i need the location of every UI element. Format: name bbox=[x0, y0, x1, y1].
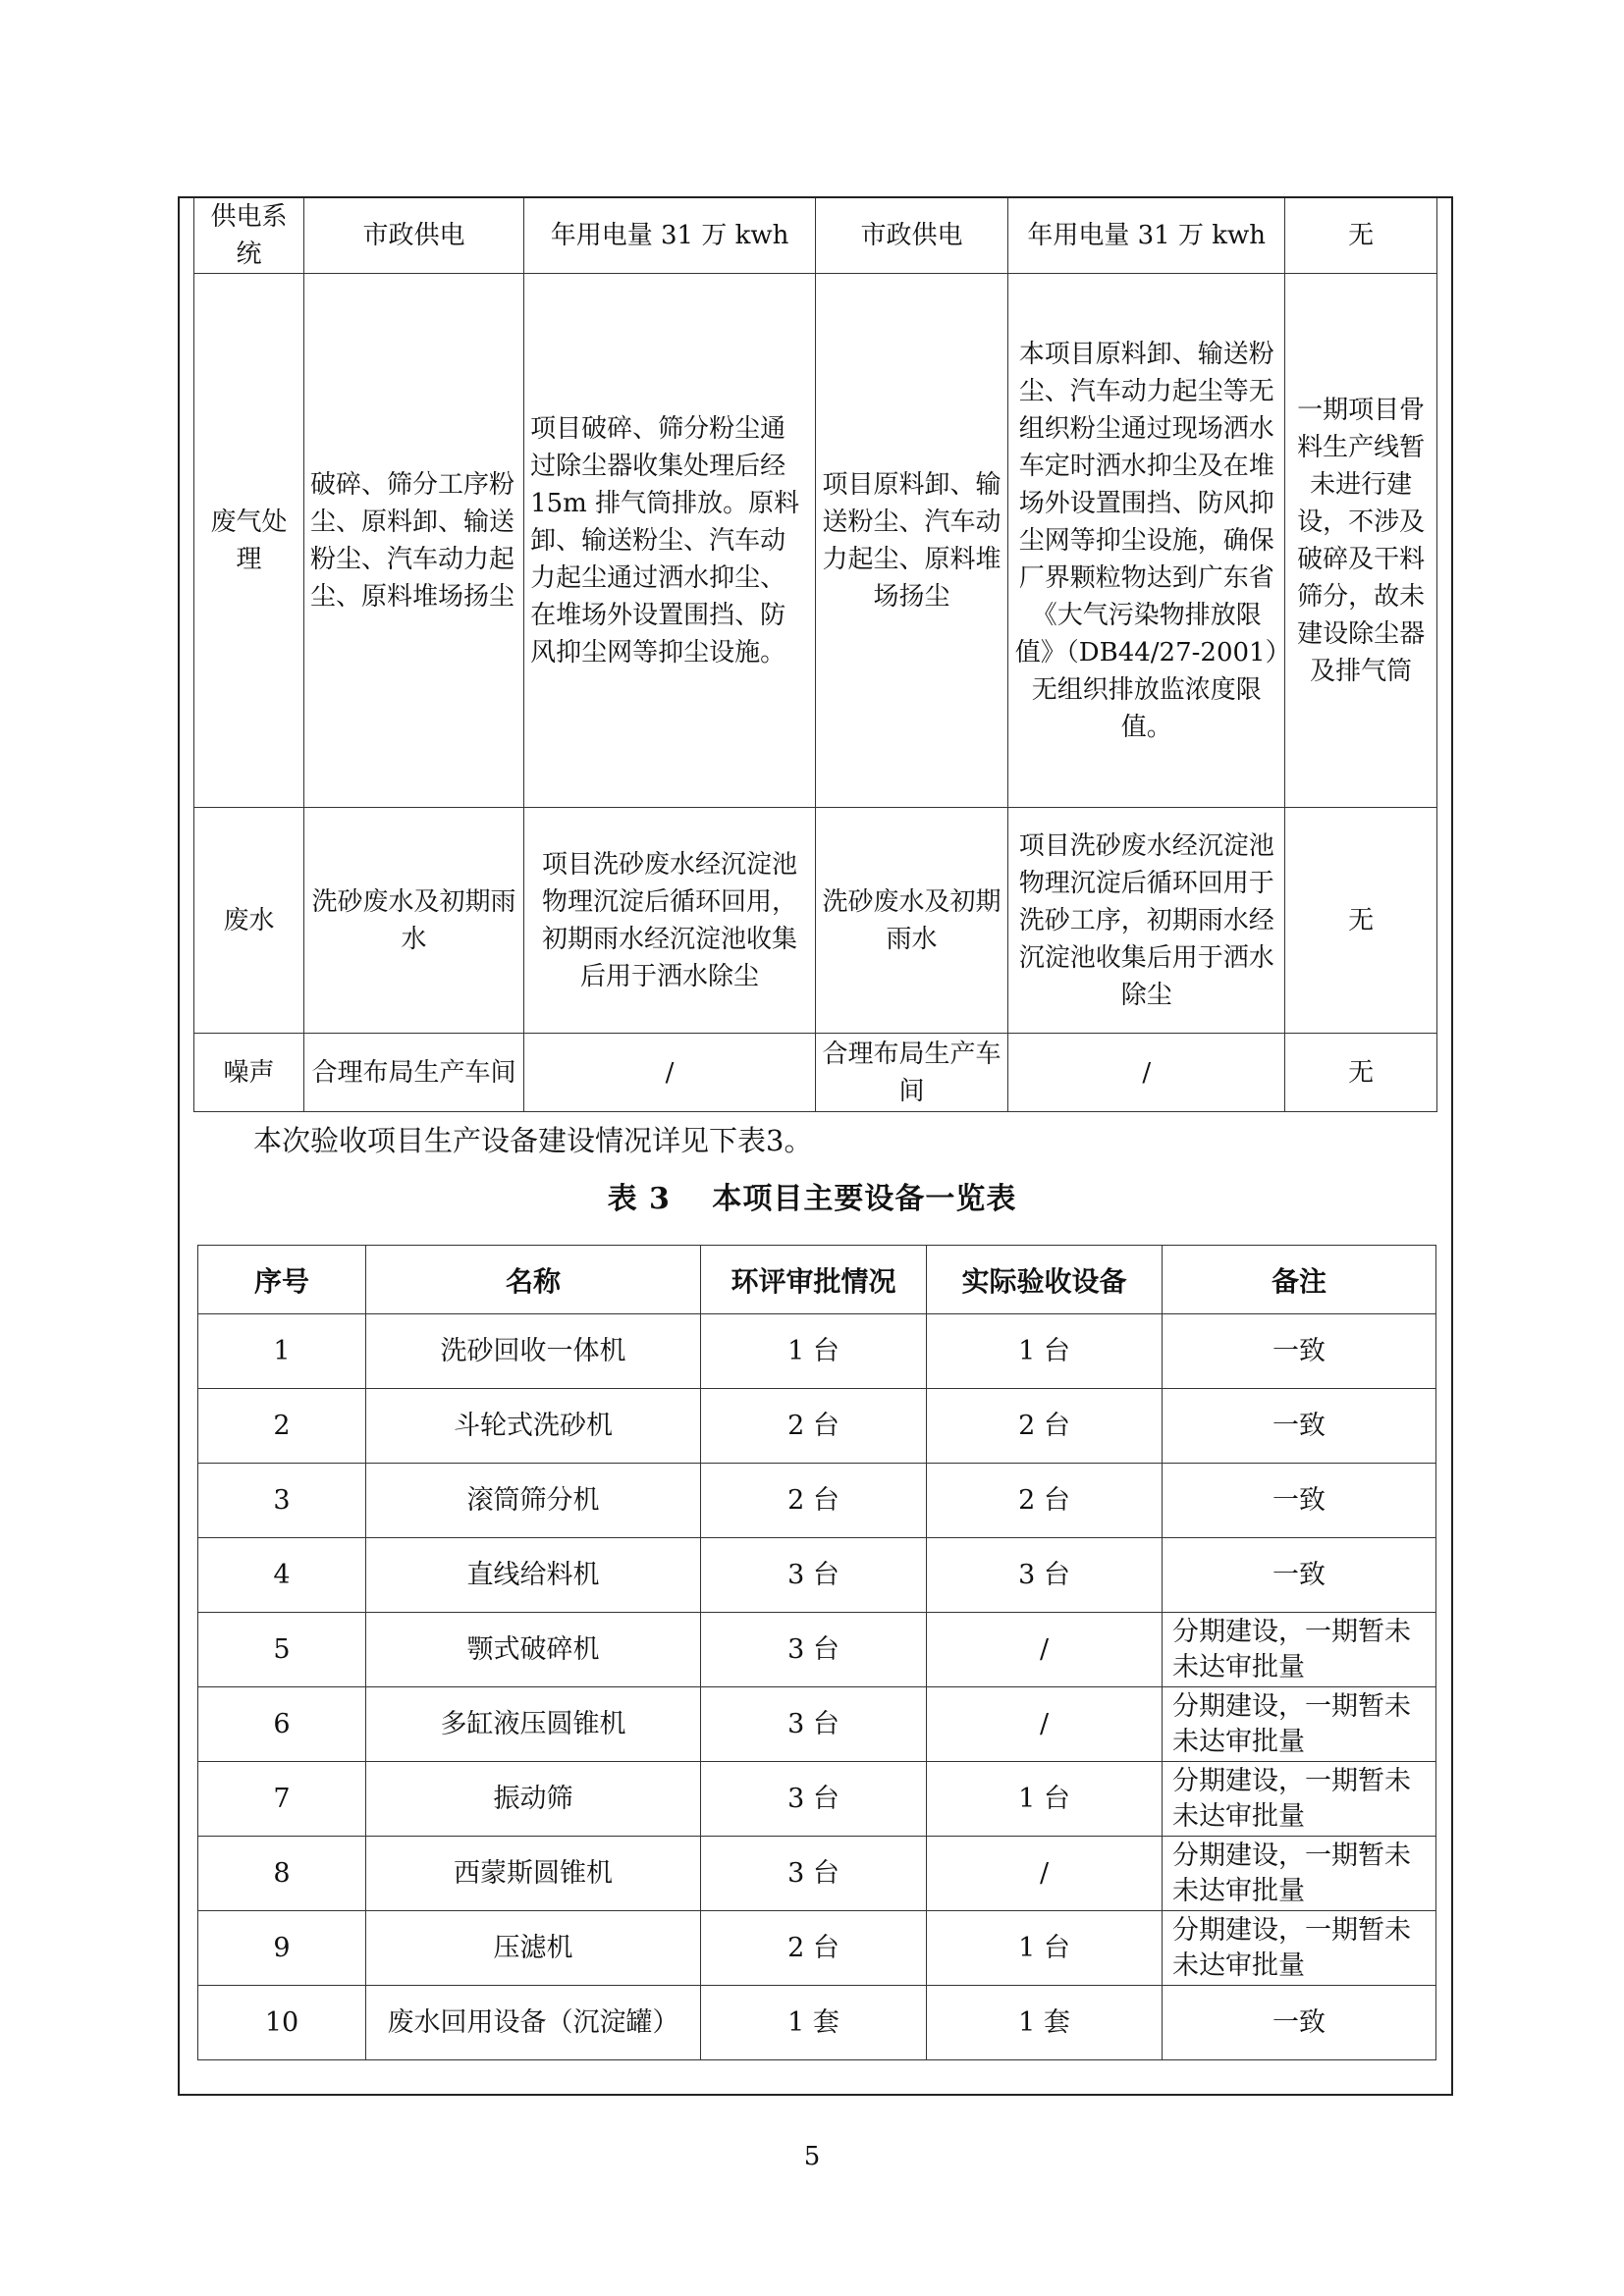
header-actual: 实际验收设备 bbox=[927, 1246, 1163, 1314]
name-cell: 振动筛 bbox=[366, 1762, 701, 1837]
name-cell: 压滤机 bbox=[366, 1911, 701, 1986]
note-cell: 分期建设，一期暂未未达审批量 bbox=[1163, 1837, 1436, 1911]
name-cell: 直线给料机 bbox=[366, 1538, 701, 1613]
table-row bbox=[198, 1687, 1436, 1762]
eia-item-cell: 破碎、筛分工序粉尘、原料卸、输送粉尘、汽车动力起尘、原料堆场扬尘 bbox=[304, 274, 524, 808]
no-cell: 6 bbox=[198, 1687, 366, 1762]
actual-measure-cell: 年用电量 31 万 kwh bbox=[1008, 198, 1285, 274]
table-header-row bbox=[198, 1246, 1436, 1314]
no-cell: 1 bbox=[198, 1314, 366, 1389]
header-note: 备注 bbox=[1163, 1246, 1436, 1314]
approved-cell: 3 台 bbox=[701, 1762, 927, 1837]
table-caption: 表 3 本项目主要设备一览表 bbox=[607, 1182, 1017, 1216]
name-cell: 洗砂回收一体机 bbox=[366, 1314, 701, 1389]
actual-cell: 1 台 bbox=[927, 1762, 1163, 1837]
actual-item-cell: 洗砂废水及初期雨水 bbox=[815, 808, 1007, 1034]
actual-item-cell: 市政供电 bbox=[815, 198, 1007, 274]
header-name: 名称 bbox=[366, 1246, 701, 1314]
eia-measure-cell: / bbox=[524, 1034, 816, 1112]
eia-measure-cell: 年用电量 31 万 kwh bbox=[524, 198, 816, 274]
no-cell: 2 bbox=[198, 1389, 366, 1464]
note-cell: 一致 bbox=[1163, 1538, 1436, 1613]
note-cell: 分期建设，一期暂未未达审批量 bbox=[1163, 1613, 1436, 1687]
no-cell: 7 bbox=[198, 1762, 366, 1837]
category-cell: 供电系统 bbox=[194, 198, 304, 274]
actual-cell: / bbox=[927, 1837, 1163, 1911]
remark-cell: 无 bbox=[1285, 198, 1437, 274]
actual-cell: / bbox=[927, 1687, 1163, 1762]
approved-cell: 2 台 bbox=[701, 1464, 927, 1538]
table-row bbox=[198, 1837, 1436, 1911]
actual-measure-cell: / bbox=[1008, 1034, 1285, 1112]
no-cell: 3 bbox=[198, 1464, 366, 1538]
table-row bbox=[194, 808, 1437, 1034]
approved-cell: 2 台 bbox=[701, 1911, 927, 1986]
table-row bbox=[194, 274, 1437, 808]
table-row bbox=[198, 1762, 1436, 1837]
page-number: 5 bbox=[803, 2142, 821, 2171]
actual-cell: 2 台 bbox=[927, 1389, 1163, 1464]
header-no: 序号 bbox=[198, 1246, 366, 1314]
equipment-table bbox=[197, 1245, 1436, 2060]
actual-measure-cell: 项目洗砂废水经沉淀池物理沉淀后循环回用于洗砂工序，初期雨水经沉淀池收集后用于洒水除尘 bbox=[1008, 808, 1285, 1034]
name-cell: 颚式破碎机 bbox=[366, 1613, 701, 1687]
actual-cell: 1 套 bbox=[927, 1986, 1163, 2060]
name-cell: 废水回用设备（沉淀罐） bbox=[366, 1986, 701, 2060]
eia-item-cell: 合理布局生产车间 bbox=[304, 1034, 524, 1112]
table-row bbox=[198, 1314, 1436, 1389]
actual-cell: 2 台 bbox=[927, 1464, 1163, 1538]
name-cell: 斗轮式洗砂机 bbox=[366, 1389, 701, 1464]
actual-cell: 1 台 bbox=[927, 1314, 1163, 1389]
name-cell: 西蒙斯圆锥机 bbox=[366, 1837, 701, 1911]
note-cell: 一致 bbox=[1163, 1389, 1436, 1464]
no-cell: 4 bbox=[198, 1538, 366, 1613]
eia-measure-cell: 项目破碎、筛分粉尘通过除尘器收集处理后经 15m 排气筒排放。原料卸、输送粉尘、汽车动力起尘通过洒水抑尘、在堆场外设置围挡、防风抑尘网等抑尘设施。 bbox=[524, 274, 816, 808]
category-cell: 噪声 bbox=[194, 1034, 304, 1112]
eia-item-cell: 洗砂废水及初期雨水 bbox=[304, 808, 524, 1034]
no-cell: 10 bbox=[198, 1986, 366, 2060]
approved-cell: 3 台 bbox=[701, 1837, 927, 1911]
note-cell: 一致 bbox=[1163, 1314, 1436, 1389]
table-row bbox=[194, 1034, 1437, 1112]
eia-item-cell: 市政供电 bbox=[304, 198, 524, 274]
table-row bbox=[198, 1986, 1436, 2060]
no-cell: 8 bbox=[198, 1837, 366, 1911]
actual-cell: 3 台 bbox=[927, 1538, 1163, 1613]
note-cell: 分期建设，一期暂未未达审批量 bbox=[1163, 1762, 1436, 1837]
note-cell: 一致 bbox=[1163, 1986, 1436, 2060]
note-cell: 分期建设，一期暂未未达审批量 bbox=[1163, 1687, 1436, 1762]
table-row bbox=[198, 1911, 1436, 1986]
table-row bbox=[194, 198, 1437, 274]
table-row bbox=[198, 1538, 1436, 1613]
approved-cell: 3 台 bbox=[701, 1687, 927, 1762]
category-cell: 废水 bbox=[194, 808, 304, 1034]
approved-cell: 3 台 bbox=[701, 1613, 927, 1687]
intro-paragraph: 本次验收项目生产设备建设情况详见下表3。 bbox=[253, 1124, 813, 1157]
actual-item-cell: 合理布局生产车间 bbox=[815, 1034, 1007, 1112]
approved-cell: 3 台 bbox=[701, 1538, 927, 1613]
facility-table-continued bbox=[193, 198, 1437, 1112]
header-approved: 环评审批情况 bbox=[701, 1246, 927, 1314]
name-cell: 滚筒筛分机 bbox=[366, 1464, 701, 1538]
approved-cell: 1 套 bbox=[701, 1986, 927, 2060]
eia-measure-cell: 项目洗砂废水经沉淀池物理沉淀后循环回用，初期雨水经沉淀池收集后用于洒水除尘 bbox=[524, 808, 816, 1034]
approved-cell: 1 台 bbox=[701, 1314, 927, 1389]
actual-cell: 1 台 bbox=[927, 1911, 1163, 1986]
name-cell: 多缸液压圆锥机 bbox=[366, 1687, 701, 1762]
no-cell: 9 bbox=[198, 1911, 366, 1986]
remark-cell: 无 bbox=[1285, 808, 1437, 1034]
remark-cell: 无 bbox=[1285, 1034, 1437, 1112]
table-row bbox=[198, 1613, 1436, 1687]
remark-cell: 一期项目骨料生产线暂未进行建设，不涉及破碎及干料筛分，故未建设除尘器及排气筒 bbox=[1285, 274, 1437, 808]
actual-cell: / bbox=[927, 1613, 1163, 1687]
approved-cell: 2 台 bbox=[701, 1389, 927, 1464]
table-row bbox=[198, 1389, 1436, 1464]
actual-item-cell: 项目原料卸、输送粉尘、汽车动力起尘、原料堆场扬尘 bbox=[815, 274, 1007, 808]
note-cell: 一致 bbox=[1163, 1464, 1436, 1538]
note-cell: 分期建设，一期暂未未达审批量 bbox=[1163, 1911, 1436, 1986]
actual-measure-cell: 本项目原料卸、输送粉尘、汽车动力起尘等无组织粉尘通过现场洒水车定时洒水抑尘及在堆场外设置围挡、防风抑尘网等抑尘设施，确保厂界颗粒物达到广东省《大气污染物排放限值》（DB44/27-2001）无组织排放监浓度限值。 bbox=[1008, 274, 1285, 808]
no-cell: 5 bbox=[198, 1613, 366, 1687]
table-row bbox=[198, 1464, 1436, 1538]
category-cell: 废气处理 bbox=[194, 274, 304, 808]
